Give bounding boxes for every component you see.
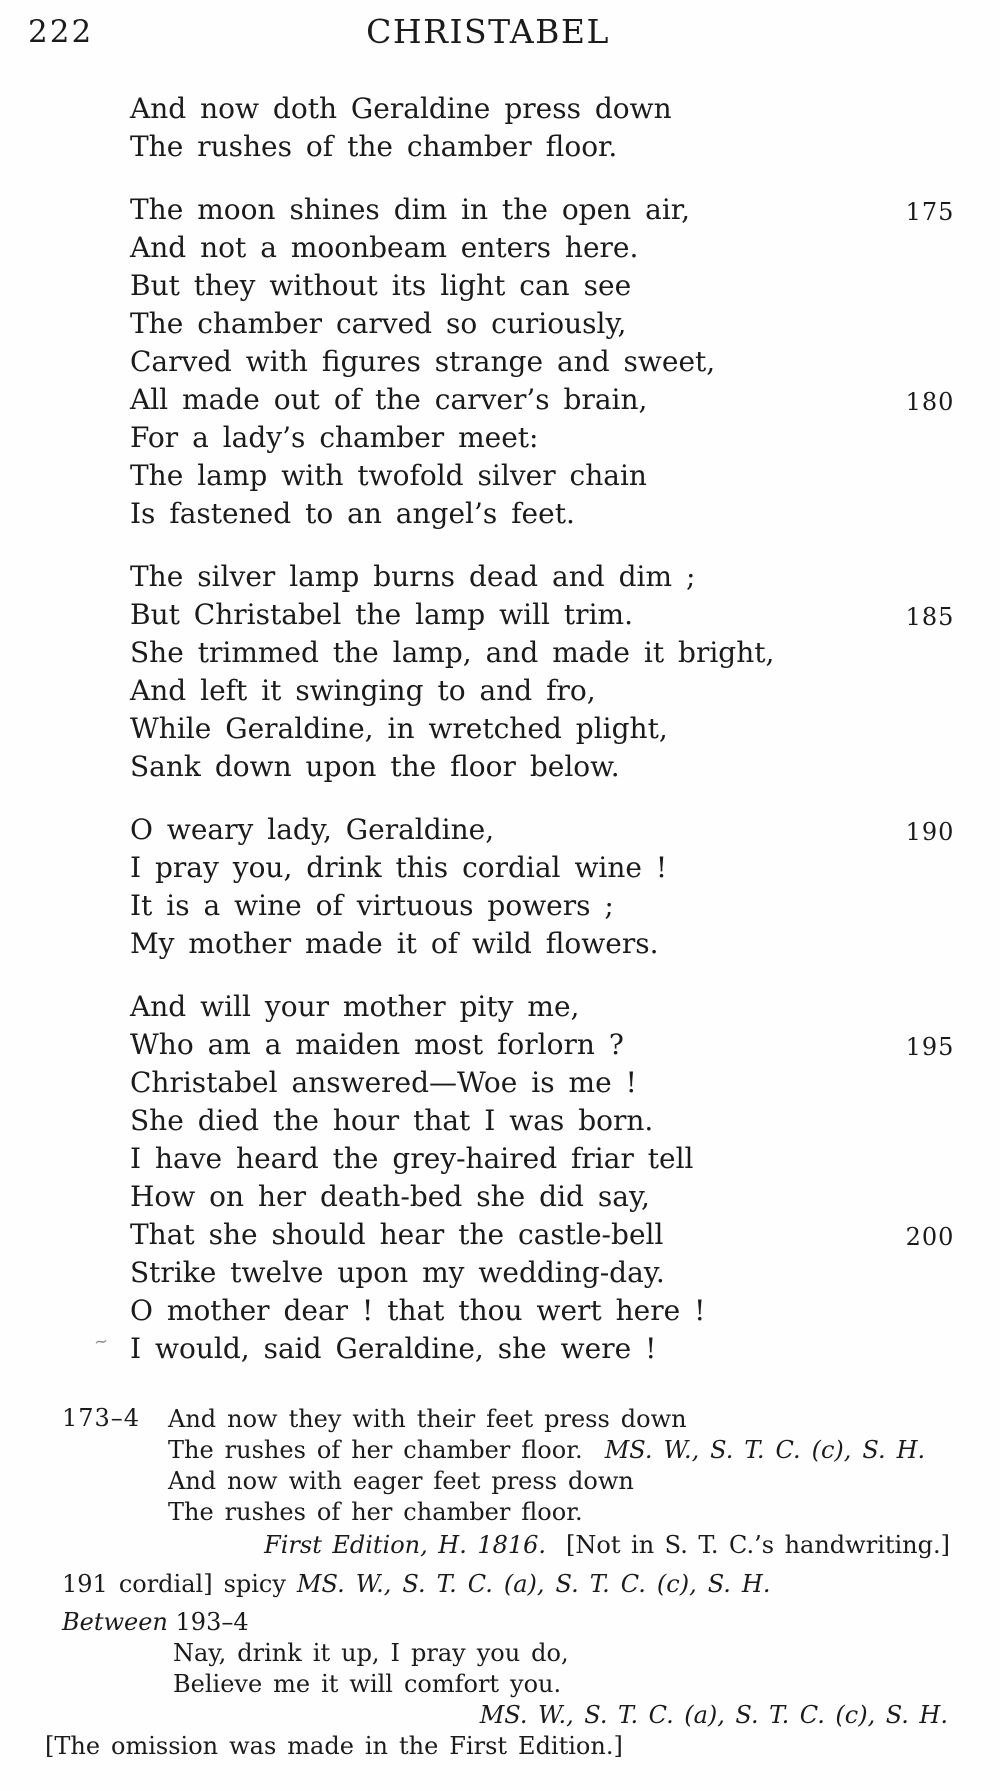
poem-line [130, 1292, 970, 1330]
footnote-verse-line: The rushes of her chamber floor. [168, 1498, 583, 1526]
poem-line [130, 887, 970, 925]
poem-line-text: How on her death-bed she did say, [130, 1180, 650, 1213]
poem-line [130, 558, 970, 596]
poem-line [130, 457, 970, 495]
page-title: CHRISTABEL [366, 12, 610, 51]
poem-line [130, 1216, 970, 1254]
footnote-label: 173–4 [62, 1404, 141, 1432]
poem-body [130, 90, 970, 1393]
poem-line-text: Sank down upon the floor below. [130, 750, 620, 783]
poem-line-text: The lamp with twofold silver chain [130, 459, 647, 492]
line-number: 200 [905, 1223, 955, 1251]
footnote-verse-line: And now they with their feet press down [168, 1405, 687, 1433]
poem-line [130, 381, 970, 419]
manuscript-sigla: MS. W., S. T. C. (c), S. H. [604, 1436, 926, 1464]
poem-line [130, 1254, 970, 1292]
poem-line-text: That she should hear the castle-bell [130, 1218, 664, 1251]
footnote-between-193-4 [0, 1607, 1000, 1762]
poem-line [130, 128, 970, 166]
poem-line [130, 419, 970, 457]
edition-source: First Edition, H. 1816. [264, 1531, 547, 1559]
footnote-verse-line: And now with eager feet press down [168, 1467, 634, 1495]
poem-line [130, 90, 970, 128]
poem-line-text: Is fastened to an angel’s feet. [130, 497, 575, 530]
line-number: 185 [905, 603, 955, 631]
poem-line-text: It is a wine of virtuous powers ; [130, 889, 614, 922]
editor-note: [The omission was made in the First Edition.] [45, 1732, 623, 1760]
poem-line-text: The rushes of the chamber floor. [130, 130, 618, 163]
poem-line-text: O mother dear ! that thou wert here ! [130, 1294, 706, 1327]
poem-line-text: I have heard the grey-haired friar tell [130, 1142, 694, 1175]
print-artifact: ~ [92, 1331, 110, 1353]
footnote-verse-line [168, 1435, 1000, 1466]
poem-line [130, 849, 970, 887]
line-number: 175 [905, 198, 955, 226]
poem-line [130, 229, 970, 267]
footnote-attribution [0, 1530, 1000, 1561]
poem-line-text: And not a moonbeam enters here. [130, 231, 639, 264]
poem-line [130, 710, 970, 748]
poem-line-text: Carved with figures strange and sweet, [130, 345, 716, 378]
footnote-keyword: Between [62, 1608, 168, 1636]
poem-line [130, 305, 970, 343]
poem-line-text: Christabel answered—Woe is me ! [130, 1066, 637, 1099]
poem-line [130, 811, 970, 849]
poem-line-text: The moon shines dim in the open air, [130, 193, 691, 226]
footnotes-section [0, 1404, 1000, 1762]
poem-line [130, 925, 970, 963]
manuscript-sigla: MS. W., S. T. C. (a), S. T. C. (c), S. H. [479, 1701, 948, 1729]
footnote-label: 191 [62, 1570, 108, 1598]
line-number: 180 [905, 388, 955, 416]
poem-line-text: O weary lady, Geraldine, [130, 813, 495, 846]
poem-line [130, 495, 970, 533]
poem-line-text: And now doth Geraldine press down [130, 92, 672, 125]
line-number: 195 [905, 1033, 955, 1061]
poem-line [130, 267, 970, 305]
page-number: 222 [28, 14, 94, 50]
footnote-quoted-verse [168, 1404, 1000, 1528]
footnote-verse-line: Believe me it will comfort you. [173, 1670, 562, 1698]
stanza [130, 811, 970, 963]
line-number: 190 [905, 818, 955, 846]
poem-line [130, 1026, 970, 1064]
poem-line [130, 596, 970, 634]
poem-line [130, 1330, 970, 1368]
poem-line-text: Who am a maiden most forlorn ? [130, 1028, 624, 1061]
footnote-verse-line: Nay, drink it up, I pray you do, [173, 1639, 569, 1667]
poem-line-text: While Geraldine, in wretched plight, [130, 712, 668, 745]
poem-line [130, 1140, 970, 1178]
poem-line-text: The chamber carved so curiously, [130, 307, 627, 340]
poem-line-text: And left it swinging to and fro, [130, 674, 596, 707]
poem-line [130, 191, 970, 229]
poem-line-text: I pray you, drink this cordial wine ! [130, 851, 668, 884]
stanza [130, 558, 970, 786]
poem-line-text: My mother made it of wild flowers. [130, 927, 659, 960]
manuscript-sigla: MS. W., S. T. C. (a), S. T. C. (c), S. H. [296, 1570, 771, 1598]
footnote-heading [62, 1607, 1000, 1638]
footnote-verse-text: The rushes of her chamber floor. [168, 1436, 583, 1464]
footnote-quoted-verse [173, 1638, 1000, 1700]
poem-line-text: But they without its light can see [130, 269, 632, 302]
poem-line [130, 634, 970, 672]
poem-line [130, 1102, 970, 1140]
running-head [0, 0, 1000, 60]
poem-line [130, 988, 970, 1026]
poem-line [130, 748, 970, 786]
poem-line [130, 672, 970, 710]
poem-line [130, 1064, 970, 1102]
poem-line-text: For a lady’s chamber meet: [130, 421, 539, 454]
footnote-191 [62, 1569, 1000, 1600]
poem-line-text: I would, said Geraldine, she were ! [130, 1332, 657, 1365]
footnote-173-4 [0, 1404, 1000, 1561]
stanza [130, 988, 970, 1368]
footnote-lemma: cordial] [118, 1570, 213, 1598]
stanza [130, 191, 970, 533]
footnote-variant-reading: spicy [223, 1570, 286, 1598]
poem-line [130, 1178, 970, 1216]
poem-line [130, 343, 970, 381]
poem-line-text: But Christabel the lamp will trim. [130, 598, 633, 631]
poem-line-text: She trimmed the lamp, and made it bright, [130, 636, 775, 669]
poem-line-text: The silver lamp burns dead and dim ; [130, 560, 696, 593]
poem-line-text: Strike twelve upon my wedding-day. [130, 1256, 665, 1289]
editor-note: [Not in S. T. C.’s handwriting.] [566, 1531, 950, 1559]
footnote-line-range: 193–4 [175, 1608, 249, 1636]
poem-line-text: She died the hour that I was born. [130, 1104, 654, 1137]
poem-line-text: And will your mother pity me, [130, 990, 580, 1023]
stanza [130, 90, 970, 166]
poem-line-text: All made out of the carver’s brain, [130, 383, 648, 416]
